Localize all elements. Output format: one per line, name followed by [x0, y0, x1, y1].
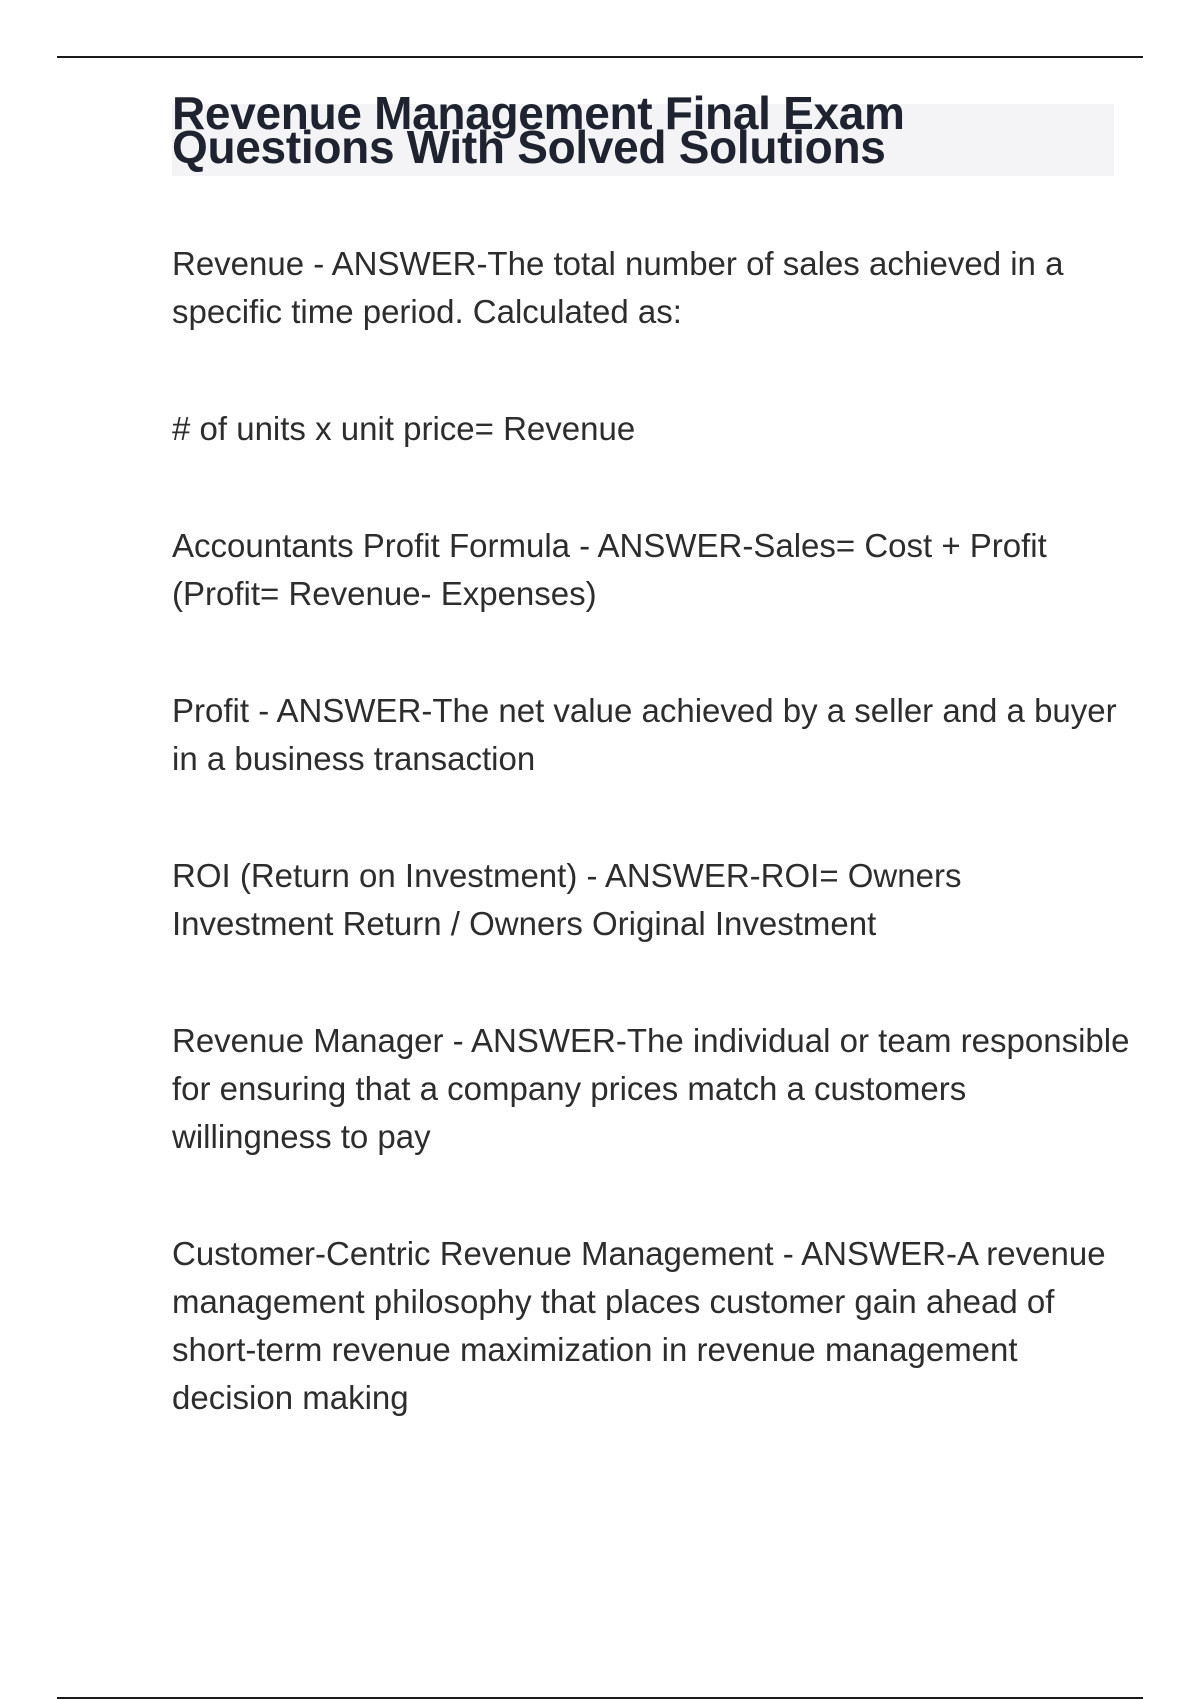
- qa-item-revenue: Revenue - ANSWER-The total number of sales achieved in a specific time period. Calculated as:: [172, 245, 1073, 330]
- qa-item-revenue-manager: Revenue Manager - ANSWER-The individual or team responsible for ensuring that a company prices match a customers willingness to pay: [172, 1022, 1139, 1155]
- page-title: Revenue Management Final Exam Questions With Solved Solutions: [172, 87, 905, 173]
- qa-item-revenue-formula: # of units x unit price= Revenue: [172, 410, 636, 447]
- qa-item-customer-centric-rm: Customer-Centric Revenue Management - ANSWER-A revenue management philosophy that places customer gain ahead of short-term revenue maximization in revenue management decision making: [172, 1235, 1115, 1416]
- qa-item-roi: ROI (Return on Investment) - ANSWER-ROI= Owners Investment Return / Owners Original Investment: [172, 857, 971, 942]
- top-rule: [57, 56, 1143, 58]
- qa-list: [172, 240, 1139, 1422]
- qa-item-accountants-profit-formula: Accountants Profit Formula - ANSWER-Sales= Cost + Profit (Profit= Revenue- Expenses): [172, 527, 1056, 612]
- qa-item-profit: Profit - ANSWER-The net value achieved by a seller and a buyer in a business transaction: [172, 692, 1126, 777]
- bottom-rule: [57, 1697, 1143, 1699]
